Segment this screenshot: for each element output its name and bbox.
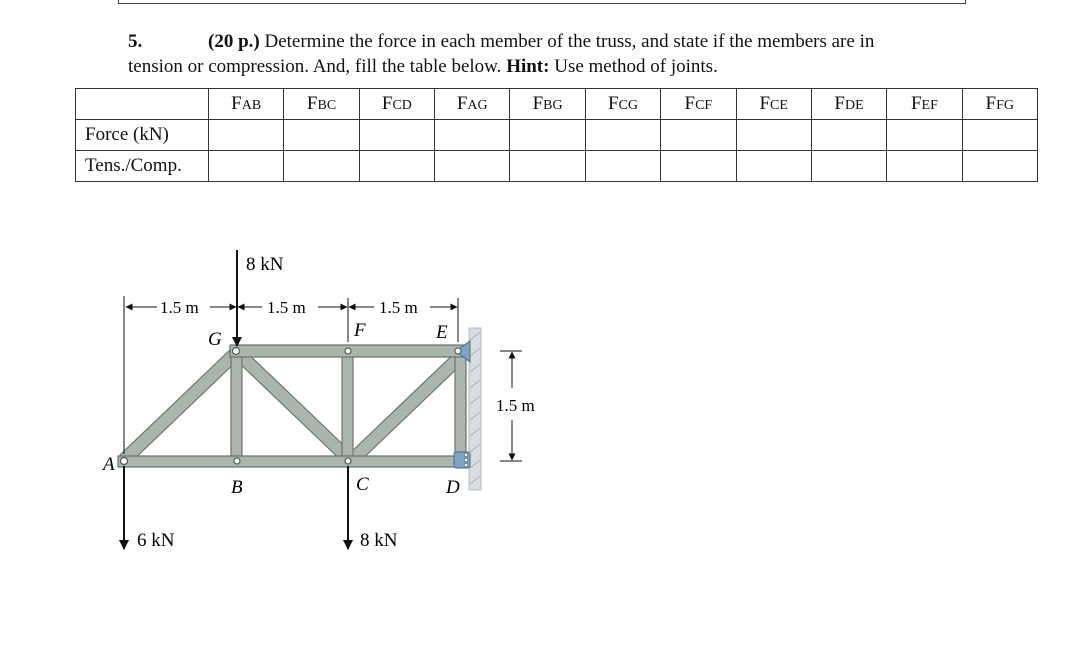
dim-label-height: 1.5 m	[496, 396, 535, 415]
header-cell: FFG	[962, 89, 1037, 120]
pin-g	[233, 348, 240, 355]
joint-label-g: G	[208, 329, 222, 350]
answer-cell[interactable]	[811, 120, 886, 151]
member-de	[455, 352, 466, 460]
table-header-row	[76, 89, 1038, 120]
answer-cell[interactable]	[435, 151, 510, 182]
question-line2: tension or compression. And, fill the table below.	[128, 56, 502, 77]
answer-cell[interactable]	[435, 120, 510, 151]
answer-cell[interactable]	[510, 151, 585, 182]
answer-cell[interactable]	[887, 120, 962, 151]
dim-label-span3: 1.5 m	[379, 298, 418, 317]
joint-label-a: A	[103, 454, 115, 475]
joint-label-d: D	[446, 477, 460, 498]
header-cell: FCG	[585, 89, 660, 120]
header-cell: FDE	[811, 89, 886, 120]
dim-label-span2: 1.5 m	[267, 298, 306, 317]
answer-cell[interactable]	[284, 120, 359, 151]
truss-diagram	[0, 230, 600, 570]
header-cell: FEF	[887, 89, 962, 120]
answer-cell[interactable]	[585, 120, 660, 151]
header-cell: FCD	[359, 89, 434, 120]
answer-cell[interactable]	[585, 151, 660, 182]
truss-members	[118, 345, 468, 467]
answer-cell[interactable]	[661, 151, 736, 182]
load-label-g: 8 kN	[246, 254, 284, 275]
member-gc	[234, 348, 355, 466]
answer-cell[interactable]	[209, 120, 284, 151]
answer-cell[interactable]	[661, 120, 736, 151]
roller-wheels-d	[464, 453, 468, 467]
load-label-c: 8 kN	[360, 530, 398, 551]
dimension-horizontal	[124, 296, 458, 454]
pin-f	[345, 348, 351, 354]
answer-cell[interactable]	[510, 120, 585, 151]
answer-table	[75, 88, 1038, 182]
member-bg	[231, 352, 242, 460]
header-cell: FBG	[510, 89, 585, 120]
header-cell: FAG	[435, 89, 510, 120]
pin-c	[345, 458, 351, 464]
row-label-tens-comp: Tens./Comp.	[76, 151, 209, 182]
joint-label-b: B	[231, 477, 243, 498]
pin-support-e-pin	[455, 348, 461, 354]
answer-cell[interactable]	[811, 151, 886, 182]
answer-cell[interactable]	[962, 120, 1037, 151]
load-label-a: 6 kN	[137, 530, 175, 551]
member-ag	[120, 347, 241, 465]
member-ce	[347, 348, 468, 466]
header-cell: FBC	[284, 89, 359, 120]
answer-cell[interactable]	[209, 151, 284, 182]
member-ad	[118, 456, 466, 467]
answer-cell[interactable]	[736, 120, 811, 151]
header-cell: FCF	[661, 89, 736, 120]
answer-cell[interactable]	[887, 151, 962, 182]
table-corner-cell	[76, 89, 209, 120]
hint-label: Hint:	[506, 56, 550, 77]
joint-label-f: F	[354, 320, 366, 341]
answer-cell[interactable]	[359, 120, 434, 151]
question-text	[128, 29, 1028, 79]
joint-label-c: C	[356, 474, 369, 495]
member-cf	[342, 352, 353, 460]
hint-text: Use method of joints.	[554, 56, 718, 77]
pin-b	[234, 458, 240, 464]
answer-cell[interactable]	[736, 151, 811, 182]
table-row-force	[76, 120, 1038, 151]
joint-label-e: E	[436, 322, 448, 343]
question-points: (20 p.)	[208, 31, 260, 52]
answer-cell[interactable]	[962, 151, 1037, 182]
page-top-frame	[118, 0, 966, 4]
pin-a	[121, 458, 128, 465]
header-cell: FAB	[209, 89, 284, 120]
table-row-tens-comp	[76, 151, 1038, 182]
question-number: 5.	[128, 31, 143, 52]
dim-label-span1: 1.5 m	[160, 298, 199, 317]
row-label-force: Force (kN)	[76, 120, 209, 151]
header-cell: FCE	[736, 89, 811, 120]
answer-cell[interactable]	[284, 151, 359, 182]
question-line1: Determine the force in each member of the truss, and state if the members are in	[264, 31, 875, 52]
answer-cell[interactable]	[359, 151, 434, 182]
